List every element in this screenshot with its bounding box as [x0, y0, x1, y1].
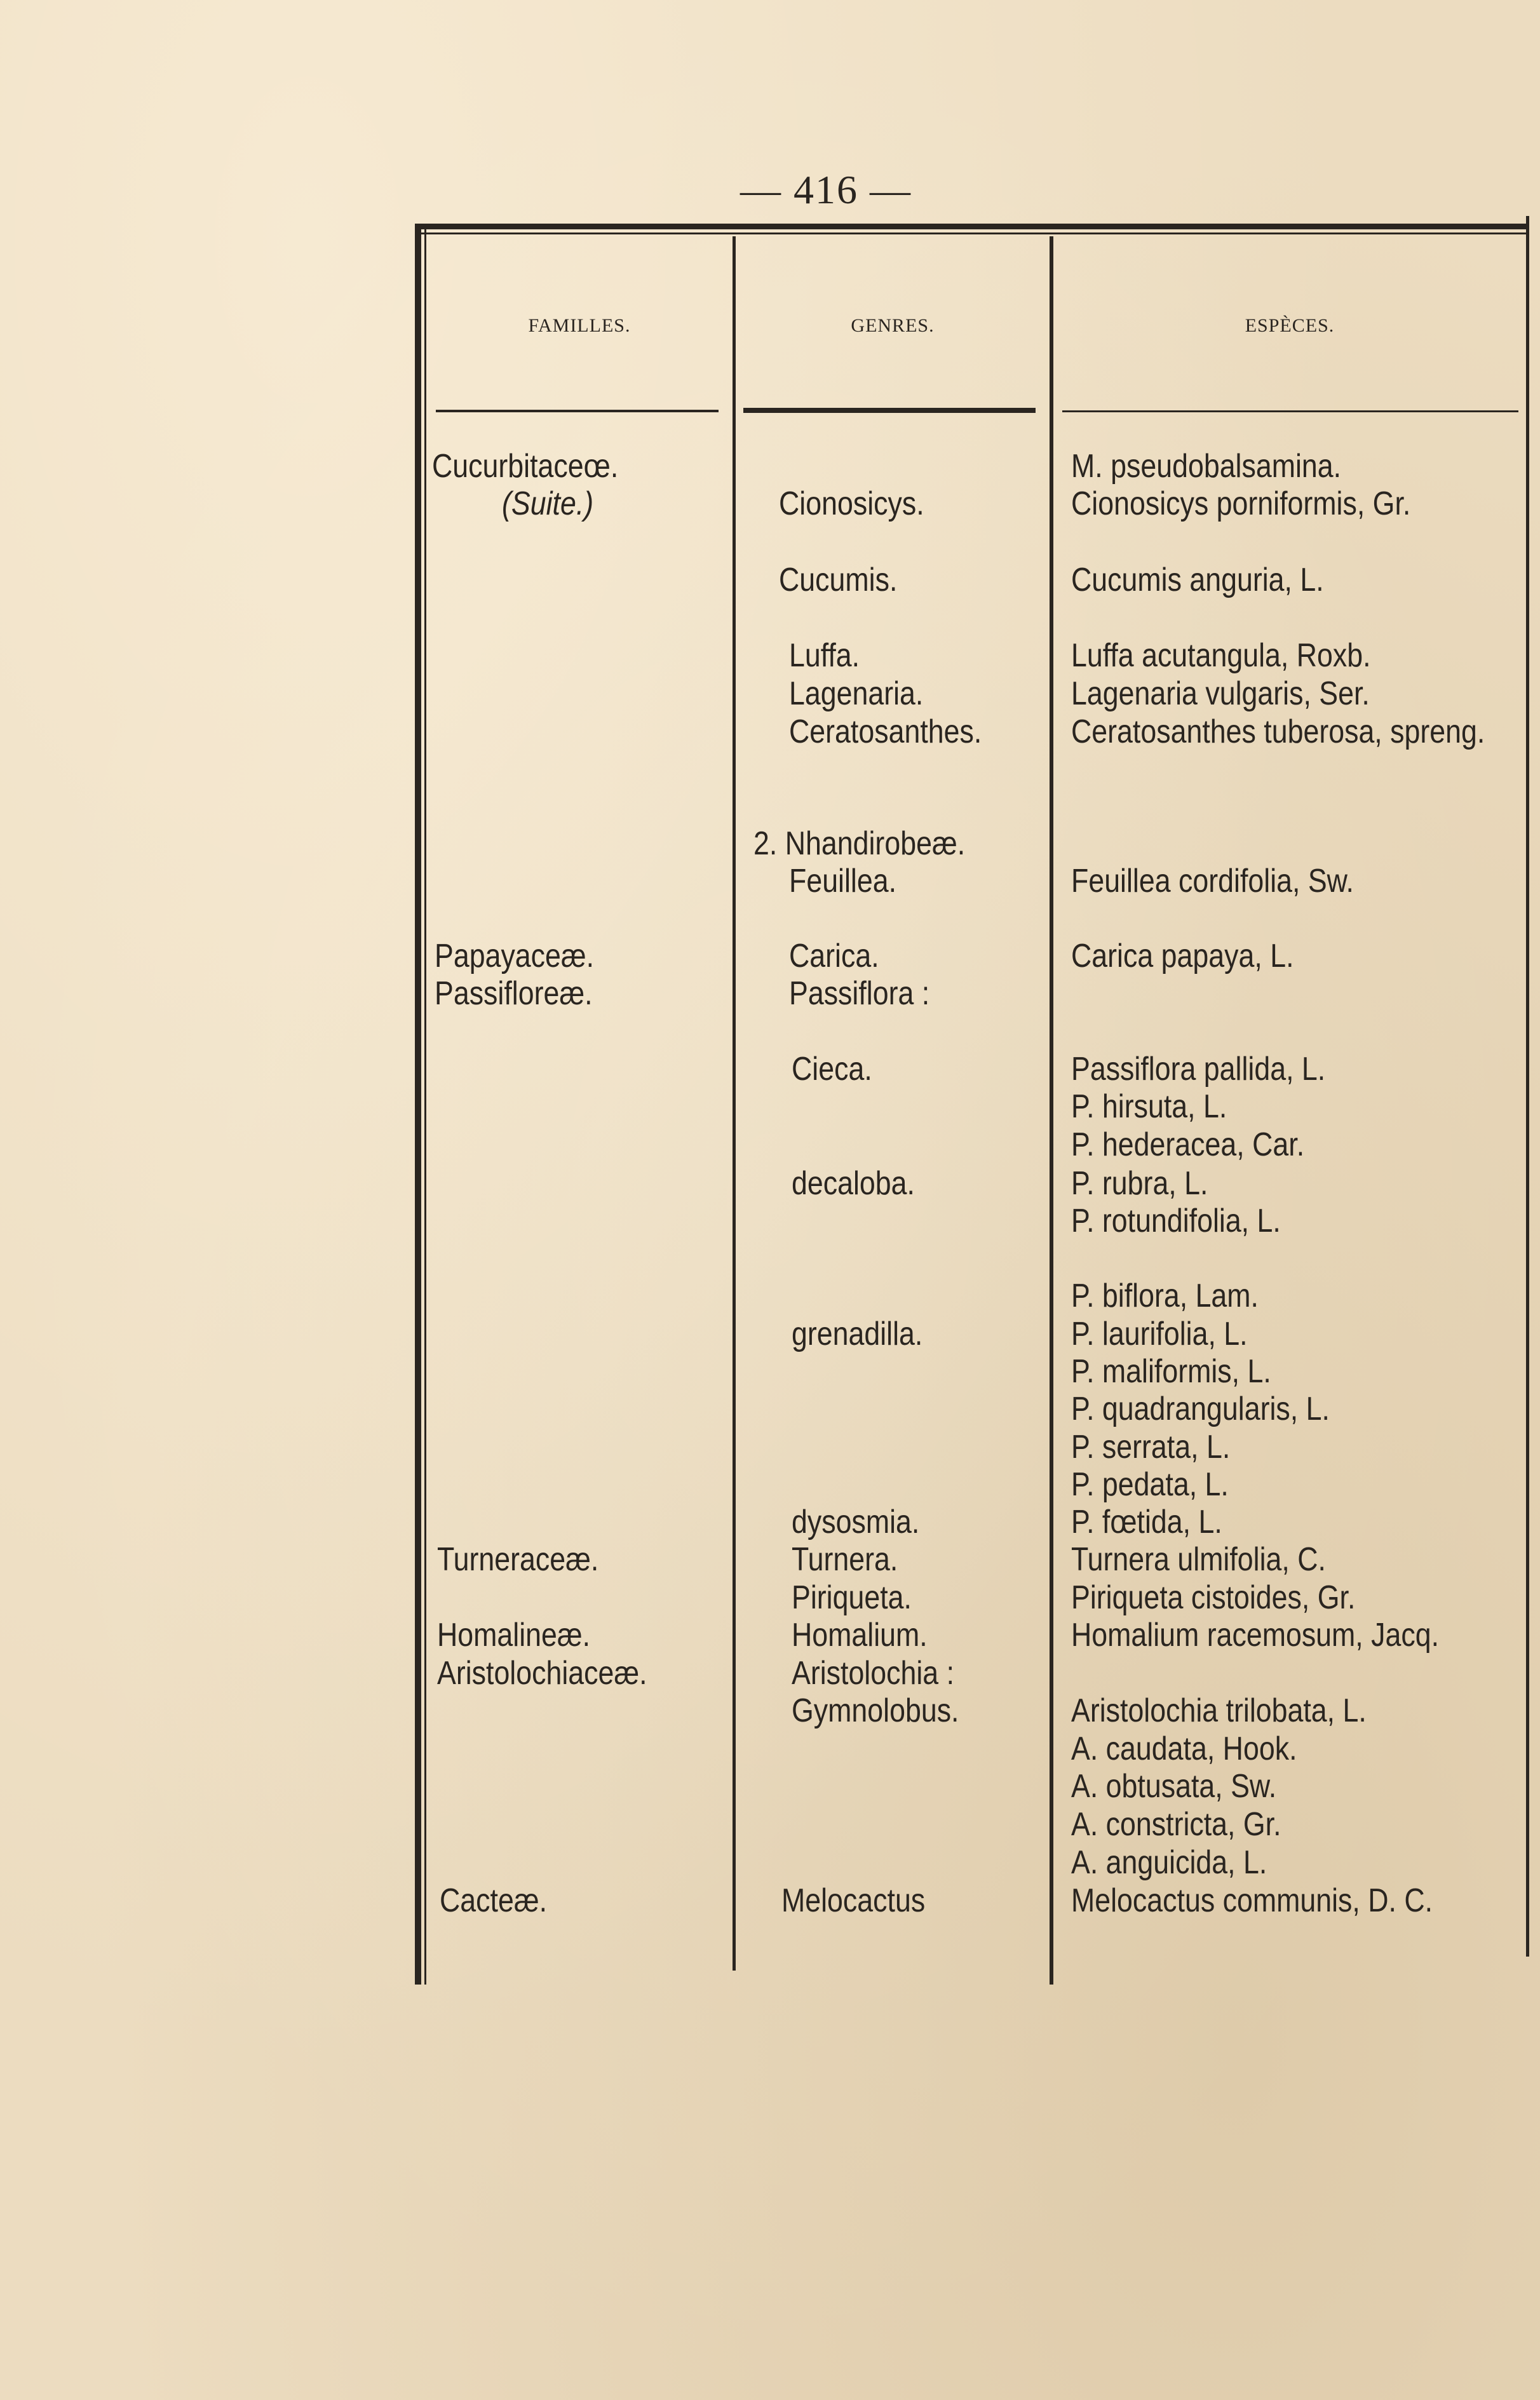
genre-decaloba: decaloba.: [792, 1165, 915, 1202]
genre-dysosmia: dysosmia.: [792, 1504, 920, 1540]
espece-line: Cionosicys porniformis, Gr.: [1071, 485, 1411, 522]
espece-line: P. rotundifolia, L.: [1071, 1203, 1281, 1239]
genre-carica: Carica.: [789, 938, 879, 974]
famille-passifloreae: Passifloreæ.: [435, 975, 593, 1012]
header-underline-genres: [743, 408, 1036, 413]
table-left-inner-border: [424, 229, 426, 1985]
genre-ceratosanthes: Ceratosanthes.: [789, 713, 982, 750]
espece-line: A. constricta, Gr.: [1071, 1806, 1281, 1843]
header-especes: ESPÈCES.: [1245, 315, 1335, 336]
espece-line: P. quadrangularis, L.: [1071, 1391, 1330, 1427]
espece-line: Carica papaya, L.: [1071, 938, 1294, 974]
espece-line: P. fœtida, L.: [1071, 1504, 1222, 1540]
genre-aristolochia: Aristolochia :: [792, 1655, 955, 1692]
espece-line: P. maliformis, L.: [1071, 1353, 1271, 1390]
genre-feuillea: Feuillea.: [789, 863, 897, 900]
genre-nhandirobeae: 2. Nhandirobeæ.: [753, 825, 966, 862]
genre-piriqueta: Piriqueta.: [792, 1579, 912, 1616]
genre-grenadilla: grenadilla.: [792, 1316, 923, 1352]
famille-cacteae: Cacteæ.: [440, 1882, 548, 1919]
genre-passiflora: Passiflora :: [789, 975, 930, 1012]
table-left-border: [415, 224, 421, 1985]
famille-cucurbitaceae: Cucurbitaceœ.: [432, 448, 619, 485]
espece-line: P. serrata, L.: [1071, 1429, 1231, 1466]
genre-cieca: Cieca.: [792, 1051, 872, 1088]
header-underline-familles: [436, 410, 719, 412]
espece-line: P. biflora, Lam.: [1071, 1278, 1259, 1314]
espece-line: Luffa acutangula, Roxb.: [1071, 637, 1371, 674]
famille-homalineae: Homalineæ.: [437, 1617, 591, 1654]
espece-line: P. laurifolia, L.: [1071, 1316, 1248, 1352]
espece-line: Cucumis anguria, L.: [1071, 562, 1324, 598]
genre-cionosicys: Cionosicys.: [779, 485, 924, 522]
espece-line: Ceratosanthes tuberosa, spreng.: [1071, 713, 1485, 750]
espece-line: P. hederacea, Car.: [1071, 1126, 1305, 1163]
espece-line: P. pedata, L.: [1071, 1466, 1229, 1503]
espece-line: Aristolochia trilobata, L.: [1071, 1692, 1367, 1729]
genre-melocactus: Melocactus: [781, 1882, 926, 1919]
header-familles: FAMILLES.: [528, 315, 631, 336]
genre-lagenaria: Lagenaria.: [789, 675, 924, 712]
table-top-rule-thin: [416, 233, 1528, 234]
espece-line: Feuillea cordifolia, Sw.: [1071, 863, 1354, 900]
table-right-border: [1526, 216, 1529, 1957]
espece-line: P. rubra, L.: [1071, 1165, 1208, 1202]
header-underline-especes: [1062, 410, 1518, 412]
espece-line: P. hirsuta, L.: [1071, 1088, 1227, 1125]
espece-line: Passiflora pallida, L.: [1071, 1051, 1326, 1088]
espece-line: Turnera ulmifolia, C.: [1071, 1541, 1326, 1578]
table-top-rule-thick: [416, 224, 1528, 229]
espece-line: A. obtusata, Sw.: [1071, 1768, 1277, 1805]
famille-turneraceae: Turneraceæ.: [437, 1541, 599, 1578]
espece-line: Piriqueta cistoides, Gr.: [1071, 1579, 1356, 1616]
column-divider-2: [1050, 236, 1053, 1985]
page-number: — 416 —: [740, 167, 912, 212]
column-divider-1: [733, 236, 736, 1971]
espece-line: Lagenaria vulgaris, Ser.: [1071, 675, 1370, 712]
genre-turnera: Turnera.: [792, 1541, 898, 1578]
genre-luffa: Luffa.: [789, 637, 860, 674]
famille-suite: (Suite.): [502, 485, 594, 522]
espece-line: Melocactus communis, D. C.: [1071, 1882, 1433, 1919]
genre-homalium: Homalium.: [792, 1617, 928, 1654]
espece-line: A. caudata, Hook.: [1071, 1730, 1297, 1767]
genre-gymnolobus: Gymnolobus.: [792, 1692, 959, 1729]
header-genres: GENRES.: [851, 315, 935, 336]
espece-line: Homalium racemosum, Jacq.: [1071, 1617, 1440, 1654]
genre-cucumis: Cucumis.: [779, 562, 898, 598]
famille-aristolochiaceae: Aristolochiaceæ.: [437, 1655, 647, 1692]
espece-line: M. pseudobalsamina.: [1071, 448, 1342, 485]
famille-papayaceae: Papayaceæ.: [435, 938, 595, 974]
espece-line: A. anguicida, L.: [1071, 1844, 1267, 1881]
